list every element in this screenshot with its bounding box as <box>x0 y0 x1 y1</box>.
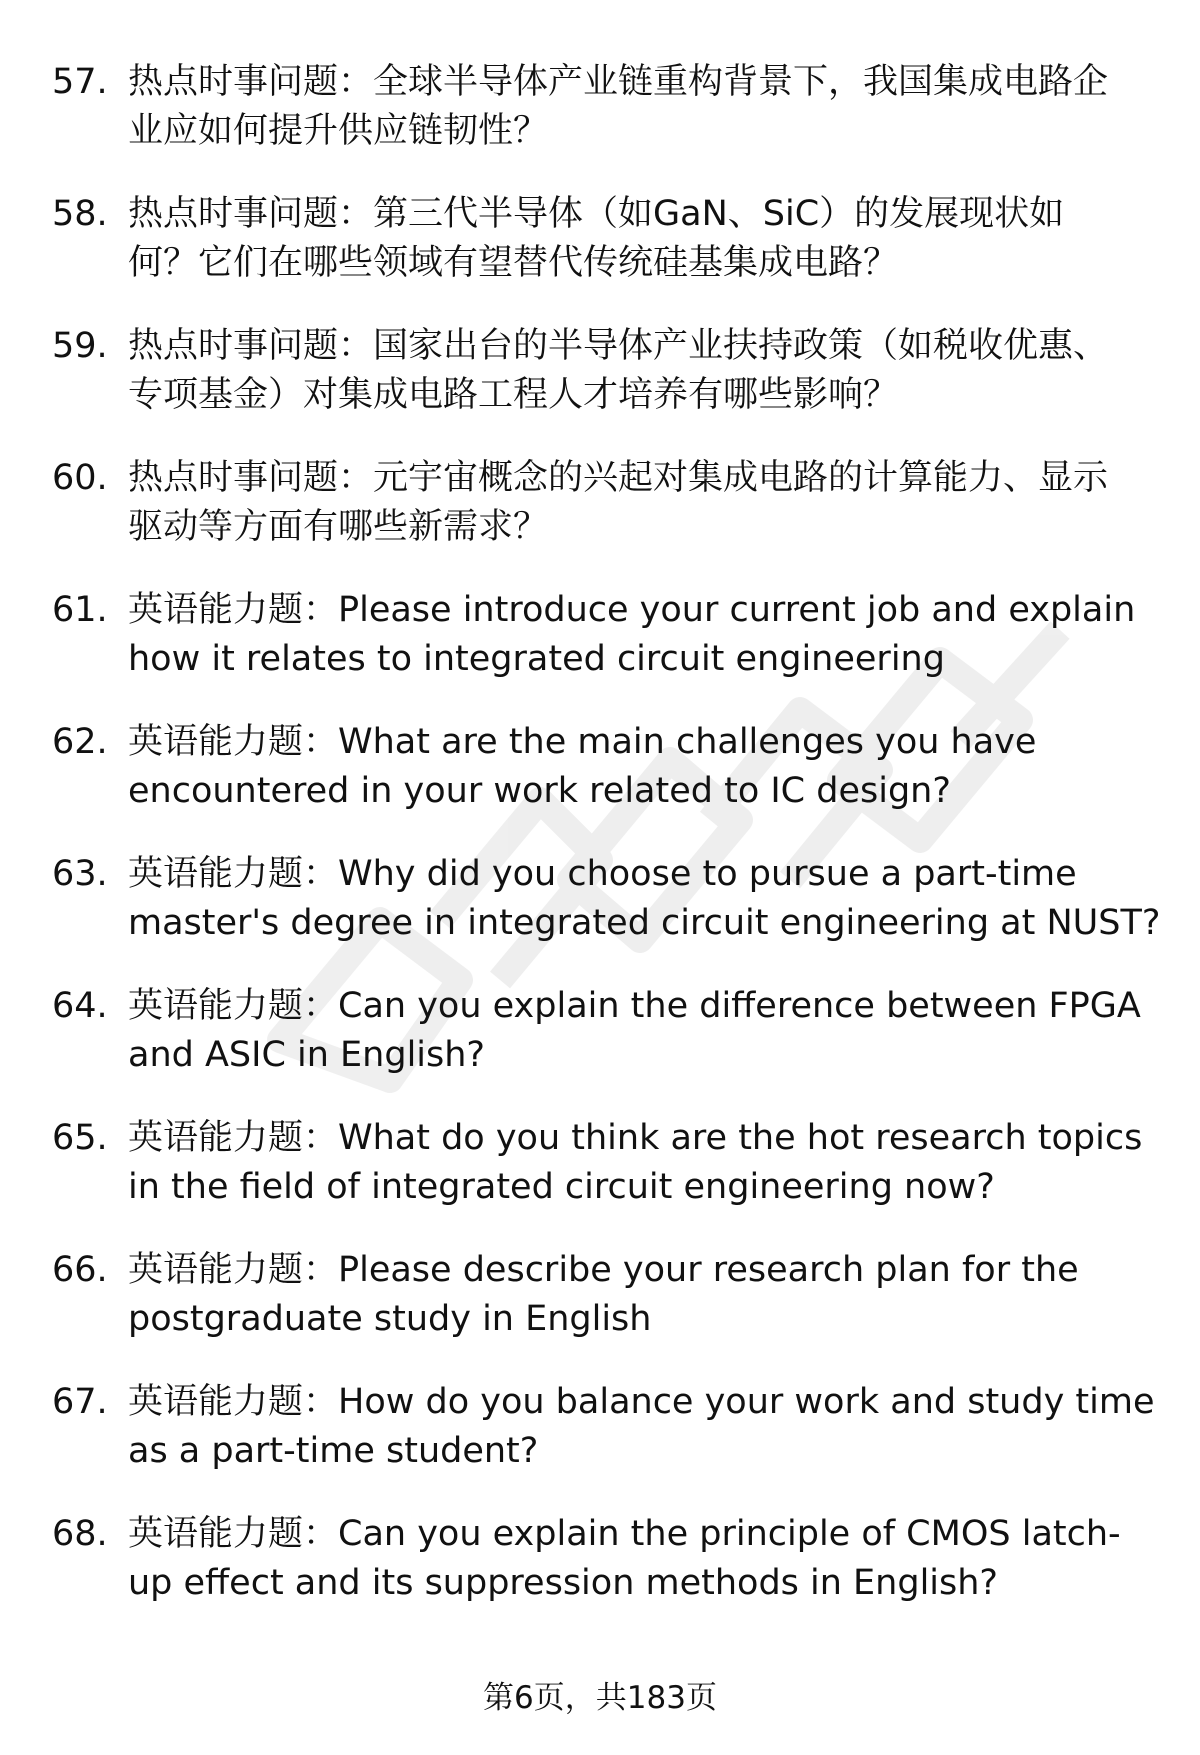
question-item <box>0 586 1200 696</box>
question-line: 英语能力题：How do you balance your work and study time <box>128 1382 1155 1422</box>
question-line: 英语能力题：Please describe your research plan for the <box>128 1250 1079 1290</box>
question-item <box>0 1510 1200 1620</box>
question-item <box>0 190 1200 300</box>
question-number: 61. <box>52 590 108 630</box>
question-line: 专项基金）对集成电路工程人才培养有哪些影响？ <box>128 375 899 415</box>
question-text <box>128 1246 1153 1344</box>
question-item <box>0 1114 1200 1224</box>
question-text <box>128 454 1153 552</box>
question-item <box>0 1378 1200 1488</box>
question-text <box>128 982 1153 1080</box>
question-item <box>0 454 1200 564</box>
question-line: 何？它们在哪些领域有望替代传统硅基集成电路？ <box>128 243 899 283</box>
question-number: 68. <box>52 1514 108 1554</box>
question-text <box>128 1114 1153 1212</box>
question-line: and ASIC in English? <box>128 1035 486 1075</box>
question-line: 热点时事问题：全球半导体产业链重构背景下，我国集成电路企 <box>128 62 1109 102</box>
question-number: 66. <box>52 1250 108 1290</box>
question-item <box>0 718 1200 828</box>
question-number: 57. <box>52 62 108 102</box>
question-line: 热点时事问题：第三代半导体（如GaN、SiC）的发展现状如 <box>128 194 1065 234</box>
question-line: 英语能力题：Please introduce your current job and explain <box>128 590 1136 630</box>
question-line: as a part-time student? <box>128 1431 539 1471</box>
question-number: 64. <box>52 986 108 1026</box>
question-item <box>0 982 1200 1092</box>
page-footer <box>0 1676 1200 1720</box>
question-line: how it relates to integrated circuit engineering <box>128 639 945 679</box>
question-line: in the field of integrated circuit engineering now? <box>128 1167 995 1207</box>
question-number: 58. <box>52 194 108 234</box>
question-number: 62. <box>52 722 108 762</box>
question-line: 热点时事问题：国家出台的半导体产业扶持政策（如税收优惠、 <box>128 326 1109 366</box>
question-line: master's degree in integrated circuit engineering at NUST? <box>128 903 1161 943</box>
question-item <box>0 850 1200 960</box>
question-text <box>128 850 1161 948</box>
question-line: 驱动等方面有哪些新需求？ <box>128 507 549 547</box>
question-text <box>128 718 1153 816</box>
question-number: 59. <box>52 326 108 366</box>
question-text <box>128 1378 1153 1476</box>
question-number: 63. <box>52 854 108 894</box>
question-line: 英语能力题：Can you explain the principle of CMOS latch- <box>128 1514 1121 1554</box>
page-number-label: 第6页，共183页 <box>483 1680 717 1716</box>
question-line: 热点时事问题：元宇宙概念的兴起对集成电路的计算能力、显示 <box>128 458 1109 498</box>
question-text <box>128 58 1153 156</box>
question-number: 60. <box>52 458 108 498</box>
question-number: 65. <box>52 1118 108 1158</box>
question-line: up effect and its suppression methods in English? <box>128 1563 999 1603</box>
question-line: 业应如何提升供应链韧性？ <box>128 111 549 151</box>
question-item <box>0 1246 1200 1356</box>
question-line: encountered in your work related to IC design? <box>128 771 951 811</box>
question-text <box>128 190 1153 288</box>
question-line: 英语能力题：Why did you choose to pursue a part-time <box>128 854 1077 894</box>
question-number: 67. <box>52 1382 108 1422</box>
question-text <box>128 586 1153 684</box>
question-line: postgraduate study in English <box>128 1299 652 1339</box>
question-line: 英语能力题：What do you think are the hot research topics <box>128 1118 1143 1158</box>
question-line: 英语能力题：What are the main challenges you have <box>128 722 1037 762</box>
question-text <box>128 322 1153 420</box>
question-item <box>0 58 1200 168</box>
question-item <box>0 322 1200 432</box>
question-line: 英语能力题：Can you explain the difference between FPGA <box>128 986 1141 1026</box>
question-text <box>128 1510 1153 1608</box>
